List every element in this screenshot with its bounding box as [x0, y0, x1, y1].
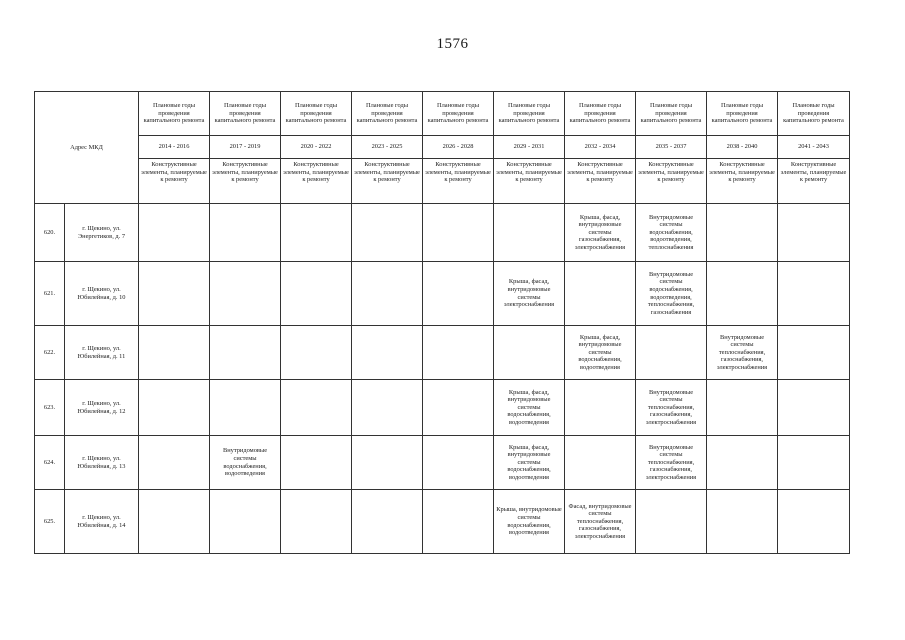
repair-elements-cell: Крыша, фасад, внутридомовые системы газоснабжения, электроснабжения — [565, 204, 636, 262]
repair-elements-cell — [281, 326, 352, 380]
period-title-header: Плановые годы проведения капитального ремонта — [281, 92, 352, 136]
period-title-header: Плановые годы проведения капитального ремонта — [210, 92, 281, 136]
repair-elements-cell — [352, 262, 423, 326]
building-address: г. Щекино, ул. Юбилейная, д. 14 — [65, 490, 139, 554]
repair-elements-cell — [210, 204, 281, 262]
repair-elements-cell — [210, 326, 281, 380]
repair-elements-cell — [707, 204, 778, 262]
repair-elements-cell: Крыша, фасад, внутридомовые системы электроснабжения — [494, 262, 565, 326]
period-years-header: 2041 - 2043 — [778, 136, 850, 159]
repair-elements-cell — [423, 380, 494, 436]
period-years-header: 2032 - 2034 — [565, 136, 636, 159]
table-row — [35, 380, 850, 436]
repair-elements-cell — [352, 490, 423, 554]
repair-elements-cell — [352, 436, 423, 490]
repair-elements-cell — [139, 490, 210, 554]
period-title-header: Плановые годы проведения капитального ремонта — [707, 92, 778, 136]
building-address: г. Щекино, ул. Энергетиков, д. 7 — [65, 204, 139, 262]
repair-elements-cell — [210, 490, 281, 554]
repair-elements-cell — [352, 326, 423, 380]
repair-elements-cell: Крыша, фасад, внутридомовые системы водоснабжения, водоотведения — [494, 380, 565, 436]
row-number: 622. — [35, 326, 65, 380]
building-address: г. Щекино, ул. Юбилейная, д. 13 — [65, 436, 139, 490]
table-row — [35, 326, 850, 380]
repair-elements-cell — [778, 262, 850, 326]
repair-elements-cell — [565, 262, 636, 326]
repair-elements-cell — [778, 380, 850, 436]
repair-elements-cell — [139, 380, 210, 436]
repair-elements-cell — [565, 436, 636, 490]
period-title-header: Плановые годы проведения капитального ремонта — [565, 92, 636, 136]
repair-elements-cell: Внутридомовые системы теплоснабжения, газоснабжения, электроснабжения — [636, 436, 707, 490]
period-title-header: Плановые годы проведения капитального ремонта — [494, 92, 565, 136]
period-years-header: 2014 - 2016 — [139, 136, 210, 159]
repair-elements-cell — [423, 262, 494, 326]
repair-elements-cell — [707, 262, 778, 326]
repair-elements-cell — [565, 380, 636, 436]
period-elements-header: Конструктивные элементы, планируемые к ремонту — [423, 159, 494, 204]
repair-elements-cell: Внутридомовые системы водоснабжения, водоотведения, теплоснабжения — [636, 204, 707, 262]
period-elements-header: Конструктивные элементы, планируемые к ремонту — [210, 159, 281, 204]
building-address: г. Щекино, ул. Юбилейная, д. 10 — [65, 262, 139, 326]
repair-elements-cell — [778, 490, 850, 554]
repair-elements-cell — [210, 262, 281, 326]
repair-elements-cell — [707, 380, 778, 436]
period-elements-header: Конструктивные элементы, планируемые к ремонту — [352, 159, 423, 204]
repair-elements-cell — [778, 436, 850, 490]
repair-elements-cell — [778, 326, 850, 380]
period-title-header: Плановые годы проведения капитального ремонта — [423, 92, 494, 136]
repair-elements-cell: Крыша, фасад, внутридомовые системы водоснабжения, водоотведения — [565, 326, 636, 380]
repair-elements-cell — [352, 380, 423, 436]
repair-elements-cell: Крыша, фасад, внутридомовые системы водоснабжения, водоотведения — [494, 436, 565, 490]
repair-elements-cell: Фасад, внутридомовые системы теплоснабжения, газоснабжения, электроснабжения — [565, 490, 636, 554]
repair-elements-cell: Внутридомовые системы теплоснабжения, газоснабжения, электроснабжения — [707, 326, 778, 380]
repair-elements-cell — [281, 490, 352, 554]
repair-elements-cell — [210, 380, 281, 436]
period-title-header: Плановые годы проведения капитального ремонта — [139, 92, 210, 136]
table-row — [35, 204, 850, 262]
repair-elements-cell: Крыша, внутридомовые системы водоснабжения, водоотведения — [494, 490, 565, 554]
repair-elements-cell — [636, 326, 707, 380]
period-elements-header: Конструктивные элементы, планируемые к ремонту — [281, 159, 352, 204]
repair-elements-cell — [778, 204, 850, 262]
period-years-header: 2035 - 2037 — [636, 136, 707, 159]
period-elements-header: Конструктивные элементы, планируемые к ремонту — [565, 159, 636, 204]
repair-elements-cell: Внутридомовые системы водоснабжения, водоотведения — [210, 436, 281, 490]
period-years-header: 2026 - 2028 — [423, 136, 494, 159]
row-number: 625. — [35, 490, 65, 554]
building-address: г. Щекино, ул. Юбилейная, д. 12 — [65, 380, 139, 436]
repair-elements-cell — [281, 204, 352, 262]
repair-elements-cell — [423, 436, 494, 490]
period-years-header: 2017 - 2019 — [210, 136, 281, 159]
period-title-header: Плановые годы проведения капитального ремонта — [778, 92, 850, 136]
repair-elements-cell — [494, 326, 565, 380]
capital-repair-schedule-table — [34, 91, 850, 554]
repair-elements-cell: Внутридомовые системы теплоснабжения, газоснабжения, электроснабжения — [636, 380, 707, 436]
period-elements-header: Конструктивные элементы, планируемые к ремонту — [494, 159, 565, 204]
period-elements-header: Конструктивные элементы, планируемые к ремонту — [636, 159, 707, 204]
table-row — [35, 436, 850, 490]
repair-elements-cell — [707, 490, 778, 554]
repair-elements-cell — [423, 204, 494, 262]
period-years-header: 2029 - 2031 — [494, 136, 565, 159]
repair-elements-cell — [352, 204, 423, 262]
repair-elements-cell — [707, 436, 778, 490]
table-row — [35, 490, 850, 554]
row-number: 621. — [35, 262, 65, 326]
period-years-header: 2020 - 2022 — [281, 136, 352, 159]
repair-elements-cell — [139, 262, 210, 326]
repair-elements-cell — [494, 204, 565, 262]
repair-elements-cell — [281, 262, 352, 326]
row-number: 620. — [35, 204, 65, 262]
row-number: 624. — [35, 436, 65, 490]
period-years-header: 2038 - 2040 — [707, 136, 778, 159]
repair-elements-cell: Внутридомовые системы водоснабжения, водоотведения, теплоснабжения, газоснабжения — [636, 262, 707, 326]
table-row — [35, 262, 850, 326]
building-address: г. Щекино, ул. Юбилейная, д. 11 — [65, 326, 139, 380]
period-title-header: Плановые годы проведения капитального ремонта — [636, 92, 707, 136]
address-column-header: Адрес МКД — [35, 92, 139, 204]
repair-elements-cell — [139, 204, 210, 262]
repair-elements-cell — [281, 380, 352, 436]
period-years-header: 2023 - 2025 — [352, 136, 423, 159]
row-number: 623. — [35, 380, 65, 436]
repair-elements-cell — [423, 326, 494, 380]
period-title-header: Плановые годы проведения капитального ремонта — [352, 92, 423, 136]
repair-elements-cell — [139, 326, 210, 380]
repair-elements-cell — [636, 490, 707, 554]
repair-elements-cell — [423, 490, 494, 554]
period-elements-header: Конструктивные элементы, планируемые к ремонту — [139, 159, 210, 204]
period-elements-header: Конструктивные элементы, планируемые к ремонту — [707, 159, 778, 204]
page-number: 1576 — [436, 36, 469, 52]
repair-elements-cell — [139, 436, 210, 490]
period-elements-header: Конструктивные элементы, планируемые к ремонту — [778, 159, 850, 204]
repair-elements-cell — [281, 436, 352, 490]
